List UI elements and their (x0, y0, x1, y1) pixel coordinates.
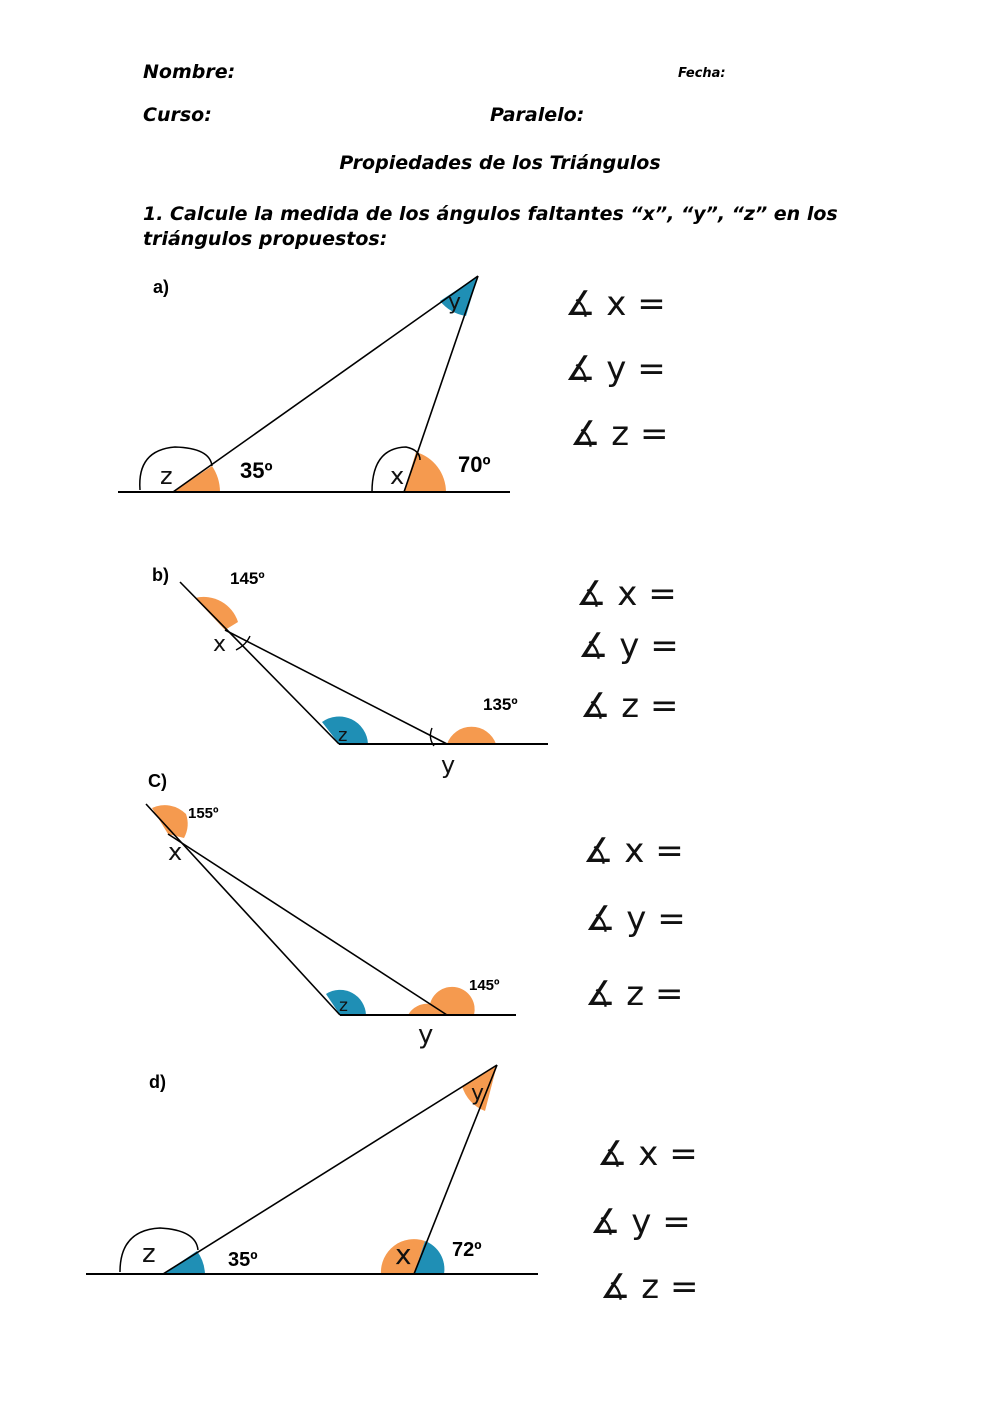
var-y: y (448, 290, 462, 315)
var-x: x (390, 462, 405, 490)
var-x: x (395, 1238, 412, 1271)
answer-z: ∡ z = (600, 1267, 699, 1307)
angle-value: 135º (483, 695, 518, 714)
answer-y: ∡ y = (585, 899, 686, 939)
triangle-figure-b (0, 560, 1000, 785)
curso-label: Curso: (143, 104, 212, 126)
angle-arc-35 (173, 466, 220, 492)
angle-value: 35º (228, 1249, 258, 1271)
var-z: z (142, 1239, 156, 1269)
triangle-side (168, 834, 447, 1015)
var-x: x (168, 838, 183, 866)
answer-x: ∡ x = (565, 284, 666, 324)
answer-y: ∡ y = (578, 626, 679, 666)
page-title: Propiedades de los Triángulos (339, 152, 661, 174)
answer-z: ∡ z = (580, 686, 679, 726)
angle-value: 145º (230, 569, 265, 588)
fecha-label: Fecha: (678, 66, 726, 81)
triangle-side (173, 276, 478, 492)
problem-label: d) (149, 1072, 166, 1092)
problem-label: C) (148, 771, 167, 791)
angle-arc-145 (195, 597, 238, 630)
problem-label: a) (153, 277, 170, 297)
triangle-side (180, 582, 339, 744)
answer-y: ∡ y = (590, 1202, 691, 1242)
problem-label: b) (152, 565, 169, 585)
answer-x: ∡ x = (583, 831, 684, 871)
angle-arc-135 (447, 727, 496, 744)
triangle-figure-d (0, 1060, 1000, 1320)
var-z: z (339, 996, 348, 1016)
nombre-label: Nombre: (143, 61, 236, 83)
var-y: y (471, 1081, 485, 1106)
angle-value: 72º (452, 1239, 482, 1261)
angle-arc-155 (152, 805, 188, 838)
answer-z: ∡ z = (570, 414, 669, 454)
var-y: y (441, 751, 456, 779)
triangle-side (163, 1065, 497, 1274)
paralelo-label: Paralelo: (490, 104, 585, 126)
var-x: x (213, 632, 227, 657)
angle-value: 145º (469, 977, 500, 994)
triangle-figure-a (0, 260, 1000, 530)
angle-x-arc (236, 636, 250, 650)
angle-value: 70º (458, 452, 491, 477)
triangle-side (146, 804, 340, 1015)
question-instruction: 1. Calcule la medida de los ángulos faltantes “x”, “y”, “z” en los triángulos propuestos: (143, 203, 838, 250)
var-y: y (418, 1020, 434, 1050)
answer-z: ∡ z = (585, 974, 684, 1014)
answer-y: ∡ y = (565, 349, 666, 389)
answer-x: ∡ x = (597, 1134, 698, 1174)
var-z: z (338, 725, 348, 746)
angle-value: 35º (240, 458, 273, 483)
var-z: z (160, 462, 173, 490)
angle-value: 155º (188, 805, 219, 822)
triangle-figure-c (0, 765, 1000, 1055)
answer-x: ∡ x = (576, 574, 677, 614)
